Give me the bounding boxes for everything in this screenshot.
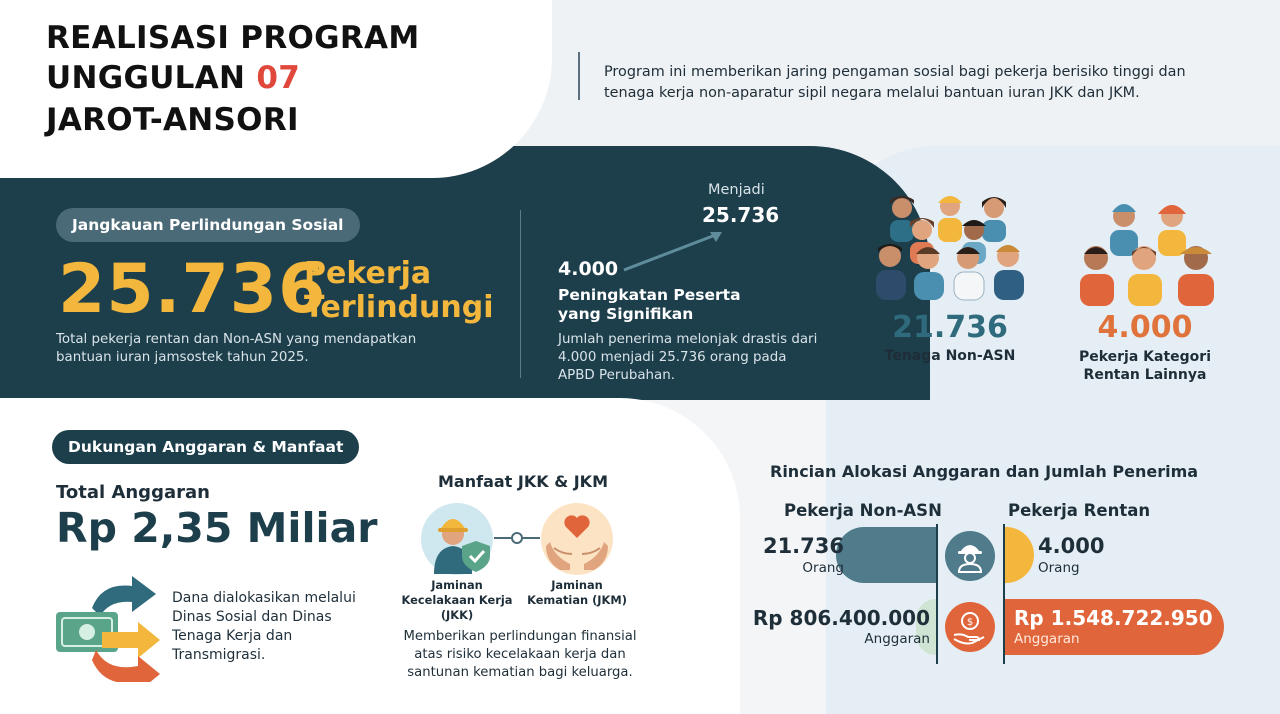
allocation-column-non-asn: Pekerja Non-ASN [784, 501, 942, 520]
growth-start-value: 4.000 [558, 258, 619, 280]
header-divider [578, 52, 580, 100]
page-title-line-3: JAROT-ANSORI [46, 102, 299, 138]
page-title-line-2 [46, 60, 300, 96]
page-title-line-1: REALISASI PROGRAM [46, 20, 420, 56]
intro-text: Program ini memberikan jaring pengaman sosial bagi pekerja berisiko tinggi dan tenaga kerja non-aparatur sipil negara melalui bantuan iuran JKK dan JKM. [604, 64, 1186, 101]
work-accident-insurance-icon [420, 502, 494, 576]
coverage-label-line-1: Pekerja [304, 256, 432, 291]
vulnerable-budget-value: Rp 1.548.722.950 [1014, 606, 1213, 630]
coverage-description: Total pekerja rentan dan Non-ASN yang mendapatkan bantuan iuran jamsostek tahun 2025. [56, 332, 417, 365]
death-insurance-icon [540, 502, 614, 576]
svg-text:$: $ [966, 617, 974, 628]
benefits-description: Memberikan perlindungan finansial atas risiko kecelakaan kerja dan santunan kematian bagi keluarga. [403, 629, 637, 680]
worker-icon [944, 530, 996, 582]
growth-description: Jumlah penerima melonjak drastis dari 4.000 menjadi 25.736 orang pada APBD Perubahan. [558, 332, 818, 383]
vulnerable-workers-icon [1068, 196, 1228, 310]
non-asn-count-bar [836, 527, 936, 583]
money-transfer-icon [52, 574, 162, 682]
non-asn-budget-unit: Anggaran [864, 631, 930, 647]
non-asn-workers-icon [870, 190, 1030, 310]
jkk-label: Jaminan Kecelakaan Kerja (JKK) [401, 578, 513, 622]
non-asn-label: Tenaga Non-ASN [884, 348, 1016, 364]
growth-title: Peningkatan Peserta yang Signifikan [558, 286, 741, 323]
coverage-big-number: 25.736 [58, 250, 327, 329]
allocation-axis-right [1003, 524, 1005, 664]
vulnerable-count: 4.000 [1097, 310, 1193, 345]
total-budget-label: Total Anggaran [56, 482, 210, 503]
allocation-axis-left [936, 524, 938, 664]
budget-hand-icon [944, 601, 996, 653]
total-budget-value: Rp 2,35 Miliar [56, 504, 378, 552]
coverage-divider [520, 210, 521, 378]
vulnerable-bar-count: 4.000 [1038, 534, 1105, 558]
non-asn-bar-unit: Orang [802, 560, 844, 576]
coverage-pill: Jangkauan Perlindungan Sosial [56, 208, 360, 242]
non-asn-count: 21.736 [892, 310, 1008, 345]
title-accent-number: 07 [256, 60, 301, 96]
jkm-label: Jaminan Kematian (JKM) [527, 578, 627, 607]
non-asn-budget-value: Rp 806.400.000 [752, 606, 930, 630]
allocation-column-vulnerable: Pekerja Rentan [1008, 501, 1151, 520]
growth-final-value: 25.736 [702, 203, 780, 227]
growth-arrow-icon [620, 226, 730, 274]
benefits-title: Manfaat JKK & JKM [438, 472, 608, 491]
benefits-connector [494, 532, 540, 544]
vulnerable-label: Pekerja Kategori Rentan Lainnya [1078, 349, 1212, 383]
non-asn-bar-count: 21.736 [762, 534, 844, 558]
allocation-source-text: Dana dialokasikan melalui Dinas Sosial dan Dinas Tenaga Kerja dan Transmigrasi. [172, 590, 356, 663]
vulnerable-bar-unit: Orang [1038, 560, 1080, 576]
allocation-title: Rincian Alokasi Anggaran dan Jumlah Penerima [770, 462, 1199, 481]
vulnerable-budget-unit: Anggaran [1014, 631, 1080, 647]
title-prefix: UNGGULAN [46, 60, 257, 96]
coverage-label-line-2: Terlindungi [304, 290, 494, 325]
growth-menjadi-label: Menjadi [708, 182, 765, 198]
budget-pill: Dukungan Anggaran & Manfaat [52, 430, 359, 464]
